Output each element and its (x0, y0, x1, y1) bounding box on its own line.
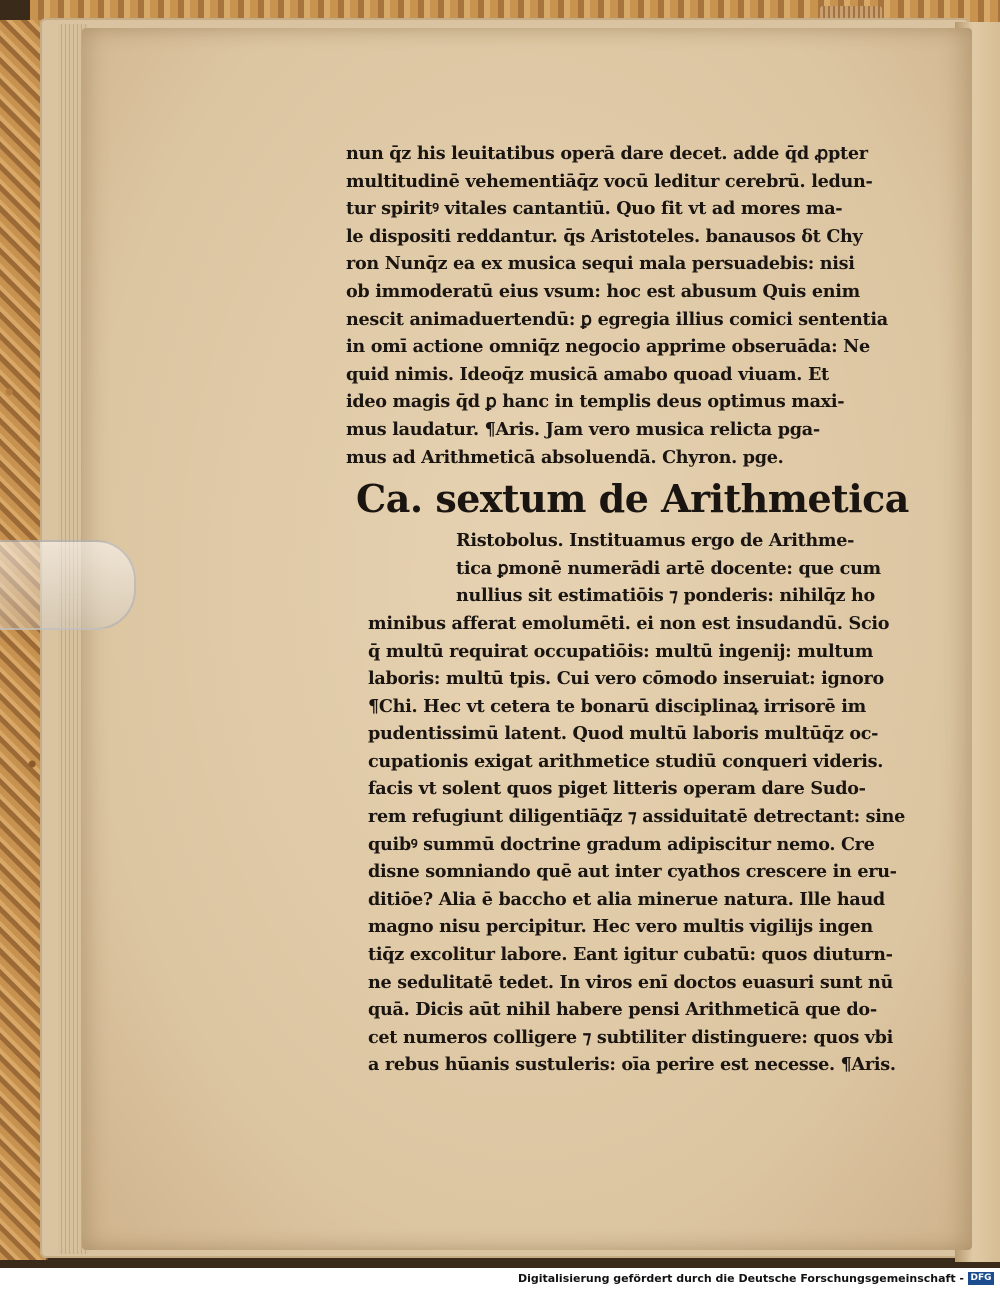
text-line: q̄ multū requirat occupatiōis: multū ingenij: multum (368, 640, 874, 662)
text-line: disne somniando quē aut inter cyathos crescere in eru- (368, 861, 897, 883)
dfg-logo: DFG (968, 1272, 994, 1285)
chapter-text (368, 610, 905, 1079)
text-line: tica ꝑmonē numerādi artē docente: que cum (456, 557, 881, 579)
text-line: nullius sit estimatiōis ⁊ ponderis: nihilq̄z ho (456, 585, 875, 607)
funding-credit: Digitalisierung gefördert durch die Deutsche Forschungsgemeinschaft - (517, 1272, 964, 1285)
text-line: tur spiritꝰ vitales cantantiū. Quo fit vt ad mores ma- (346, 198, 843, 220)
text-line: quid nimis. Ideoq̄z musicā amabo quoad viuam. Et (346, 363, 829, 385)
text-line: ideo magis q̄d ꝑ hanc in templis deus optimus maxi- (346, 391, 845, 413)
text-line: nescit animaduertendū: ꝑ egregia illius comici sententia (346, 308, 888, 330)
text-line: quibꝰ summū doctrine gradum adipiscitur nemo. Cre (368, 833, 875, 855)
text-line: le dispositi reddantur. q̄s Aristoteles. banausos δt Chy (346, 225, 863, 247)
text-line: ne sedulitatē tedet. In viros enī doctos euasuri sunt nū (368, 971, 894, 993)
text-line: tiq̄z excolitur labore. Eant igitur cubatū: quos diuturn- (368, 944, 893, 966)
text-line: ¶Chi. Hec vt cetera te bonarū disciplinaꝝ irrisorē im (368, 695, 866, 717)
text-line: ditiōe? Alia ē baccho et alia minerue natura. Ille haud (368, 888, 885, 910)
chapter-opening (346, 527, 886, 610)
text-line: nun q̄z his leuitatibus operā dare decet. adde q̄d ꝓpter (346, 143, 868, 164)
text-line: mus ad Arithmeticā absoluendā. Chyron. pge. (346, 446, 784, 468)
text-line: cet numeros colligere ⁊ subtiliter distinguere: quos vbi (368, 1026, 894, 1048)
text-line: facis vt solent quos piget litteris operam dare Sudo- (368, 778, 866, 800)
footer-bar (0, 1268, 1000, 1290)
text-line: rem refugiunt diligentiāq̄z ⁊ assiduitatē detrectant: sine (368, 806, 905, 828)
chapter-heading: Ca. sextum de Arithmetica (356, 476, 909, 522)
text-line: minibus afferat emolumēti. ei non est insudandū. Scio (368, 612, 890, 634)
text-line: a rebus hūanis sustuleris: oīa perire est necesse. ¶Aris. (368, 1054, 896, 1076)
text-line: Ristobolus. Instituamus ergo de Arithme- (456, 530, 855, 552)
page-holder-clip (0, 540, 136, 630)
text-line: quā. Dicis aūt nihil habere pensi Arithmeticā que do- (368, 999, 877, 1021)
text-line: pudentissimū latent. Quod multū laboris multūq̄z oc- (368, 723, 879, 745)
text-line: magno nisu percipitur. Hec vero multis vigilijs ingen (368, 916, 873, 938)
text-line: ron Nunq̄z ea ex musica sequi mala persuadebis: nisi (346, 253, 855, 275)
text-line: mus laudatur. ¶Aris. Jam vero musica relicta pga- (346, 418, 820, 440)
page-text (346, 140, 909, 1079)
text-line: laboris: multū tpis. Cui vero cōmodo inseruiat: ignoro (368, 668, 884, 690)
text-line: ob immoderatū eius vsum: hoc est abusum Quis enim (346, 280, 860, 302)
body-text (346, 140, 886, 471)
text-line: in omī actione omniq̄z negocio apprime obseruāda: Ne (346, 336, 870, 358)
text-line: multitudinē vehementiāq̄z vocū leditur cerebrū. ledun- (346, 170, 873, 192)
text-line: cupationis exigat arithmetice studiū conqueri videris. (368, 750, 884, 772)
